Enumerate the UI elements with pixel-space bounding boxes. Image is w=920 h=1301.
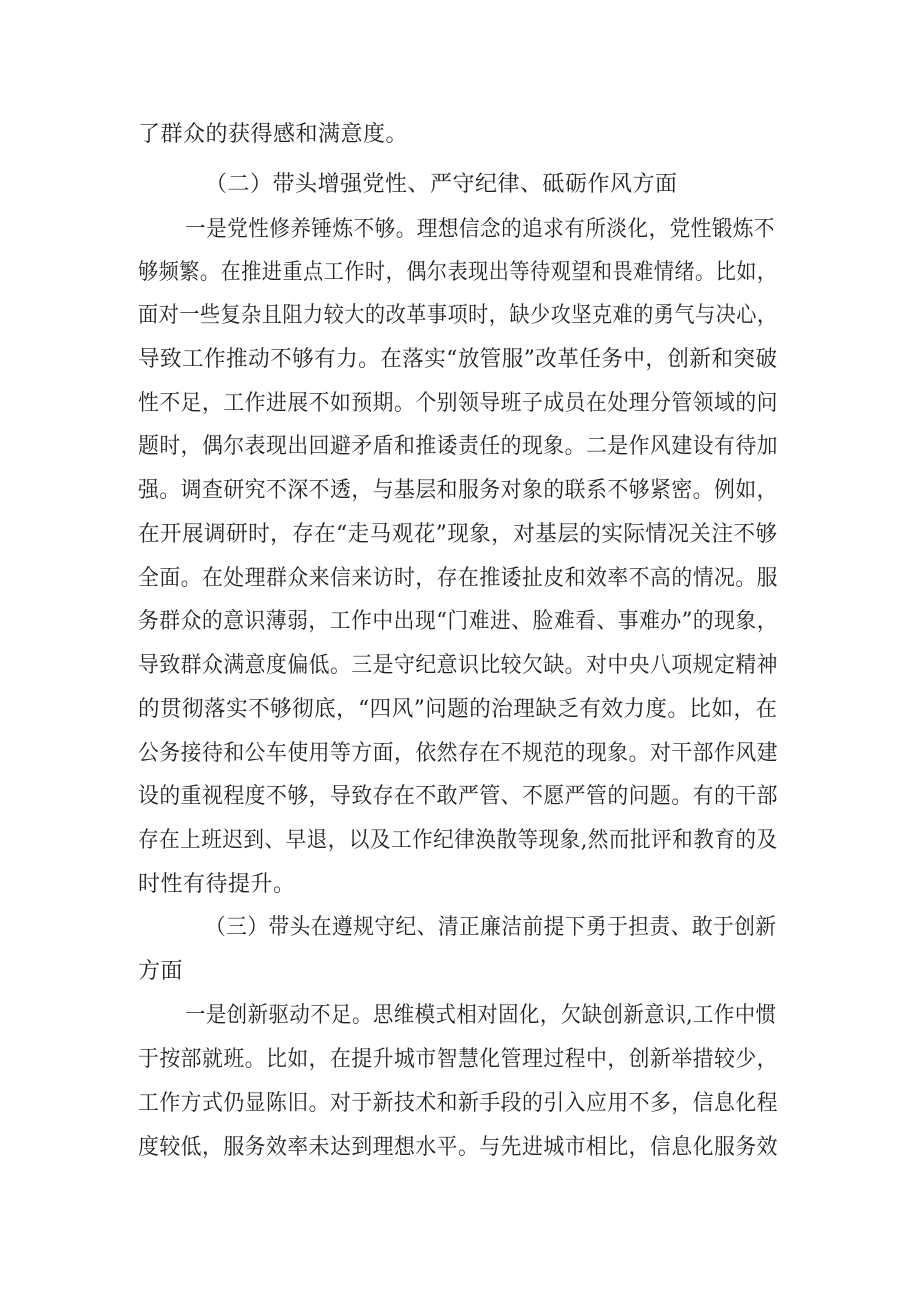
paragraph-line: 导致工作推动不够有力。在落实“放管服”改革任务中，创新和突破 — [138, 347, 778, 372]
paragraph-line: 设的重视程度不够，导致存在不敢严管、不愿严管的问题。有的干部 — [138, 784, 779, 809]
paragraph-line: 工作方式仍显陈旧。对于新技术和新手段的引入应用不多，信息化程 — [138, 1091, 779, 1116]
paragraph-line: 了群众的获得感和满意度。 — [138, 122, 409, 147]
paragraph-line: 存在上班迟到、早退，以及工作纪律涣散等现象,然而批评和教育的及 — [138, 828, 778, 853]
paragraph-line: 够频繁。在推进重点工作时，偶尔表现出等待观望和畏难情绪。比如， — [138, 260, 778, 285]
paragraph-line: 一是创新驱动不足。思维模式相对固化，欠缺创新意识,工作中惯 — [185, 1003, 777, 1028]
paragraph-line: 导致群众满意度偏低。三是守纪意识比较欠缺。对中央八项规定精神 — [138, 653, 779, 678]
paragraph-line: 在开展调研时，存在“走马观花”现象，对基层的实际情况关注不够 — [138, 522, 778, 547]
paragraph-line: 一是党性修养锤炼不够。理想信念的追求有所淡化，党性锻炼不 — [185, 217, 776, 242]
section-heading-3: （三）带头在遵规守纪、清正廉洁前提下勇于担责、敢于创新 — [205, 915, 777, 940]
section-heading-3: 方面 — [138, 959, 184, 984]
paragraph-line: 务群众的意识薄弱，工作中出现“门难进、脸难看、事难办”的现象， — [138, 609, 778, 634]
paragraph-line: 面对一些复杂且阻力较大的改革事项时，缺少攻坚克难的勇气与决心， — [138, 303, 778, 328]
paragraph-line: 题时，偶尔表现出回避矛盾和推诿责任的现象。二是作风建设有待加 — [138, 434, 779, 459]
paragraph-line: 全面。在处理群众来信来访时，存在推诿扯皮和效率不高的情况。服 — [138, 566, 779, 591]
paragraph-line: 公务接待和公车使用等方面，依然存在不规范的现象。对干部作风建 — [138, 741, 779, 766]
paragraph-line: 的贯彻落实不够彻底，“四风”问题的治理缺乏有效力度。比如，在 — [138, 697, 778, 722]
paragraph-line: 强。调查研究不深不透，与基层和服务对象的联系不够紧密。例如， — [138, 478, 779, 503]
section-heading-2: （二）带头增强党性、严守纪律、砥砺作风方面 — [205, 172, 678, 197]
paragraph-line: 性不足，工作进展不如预期。个别领导班子成员在处理分管领域的问 — [138, 391, 779, 416]
paragraph-line: 度较低，服务效率未达到理想水平。与先进城市相比，信息化服务效 — [138, 1135, 779, 1160]
paragraph-line: 时性有待提升。 — [138, 872, 296, 897]
paragraph-line: 于按部就班。比如，在提升城市智慧化管理过程中，创新举措较少， — [138, 1047, 779, 1072]
